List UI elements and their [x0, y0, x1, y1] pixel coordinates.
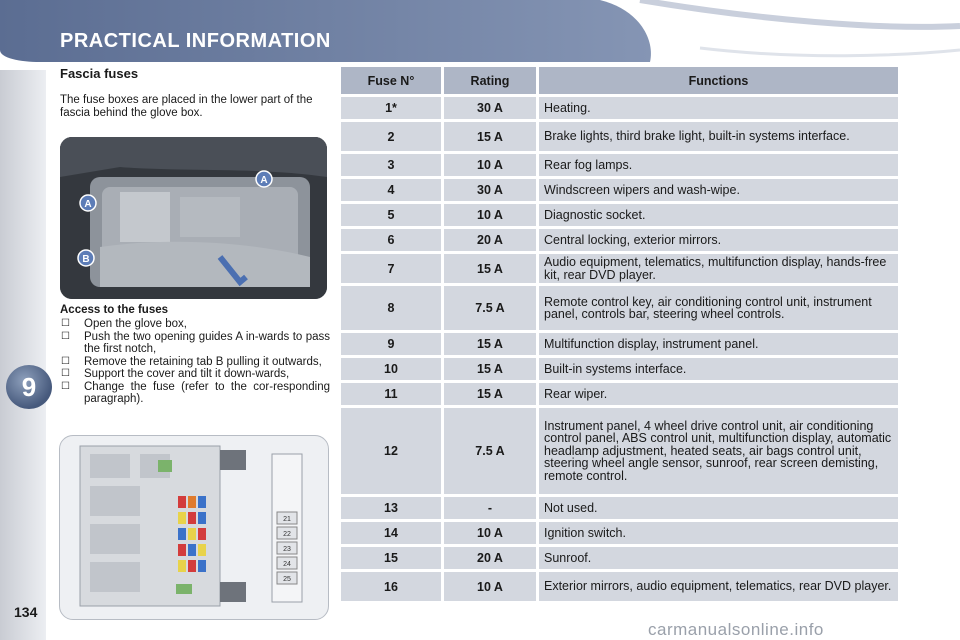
photo-label-a-right: A	[260, 175, 268, 186]
function-cell: Audio equipment, telematics, multifunction display, hands-free kit, rear DVD player.	[539, 254, 898, 283]
table-row	[341, 97, 901, 119]
fuse-layout-drawing	[60, 436, 328, 619]
watermark: carmanualsonline.info	[648, 620, 824, 639]
fuse-number-cell: 4	[341, 179, 441, 201]
diagram-label: 22	[283, 531, 291, 538]
header-fuse-no: Fuse N°	[341, 67, 441, 94]
section-title: Fascia fuses	[60, 66, 139, 81]
function-cell: Brake lights, third brake light, built-in systems interface.	[539, 122, 898, 151]
checkbox-bullet-icon: ☐	[61, 368, 70, 379]
table-row	[341, 358, 901, 380]
diagram-label: 24	[283, 561, 291, 568]
fuse-number-cell: 11	[341, 383, 441, 405]
table-row	[341, 333, 901, 355]
rating-cell: 10 A	[444, 572, 536, 601]
intro-text: The fuse boxes are placed in the lower part of the fascia behind the glove box.	[60, 94, 313, 119]
fuse-number-cell: 10	[341, 358, 441, 380]
table-row	[341, 122, 901, 151]
rating-cell: 15 A	[444, 333, 536, 355]
rating-cell: 7.5 A	[444, 286, 536, 330]
page-header	[0, 0, 960, 70]
function-cell: Rear wiper.	[539, 383, 898, 405]
page-title: PRACTICAL INFORMATION	[60, 30, 331, 52]
rating-cell: -	[444, 497, 536, 519]
table-row	[341, 154, 901, 176]
page-margin	[0, 70, 46, 640]
diagram-label: 23	[283, 546, 291, 553]
rating-cell: 30 A	[444, 179, 536, 201]
rating-cell: 30 A	[444, 97, 536, 119]
rating-cell: 15 A	[444, 383, 536, 405]
fuse-table	[341, 67, 901, 604]
step-item: ☐ Remove the retaining tab B pulling it outwards,	[61, 355, 322, 368]
function-cell: Remote control key, air conditioning control unit, instrument panel, controls bar, steering wheel controls.	[539, 286, 898, 330]
step-item: ☐ Open the glove box,	[61, 318, 187, 330]
rating-cell: 15 A	[444, 358, 536, 380]
fuse-number-cell: 8	[341, 286, 441, 330]
rating-cell: 20 A	[444, 229, 536, 251]
chapter-tab[interactable]: 9	[6, 365, 52, 409]
fuse-number-cell: 1*	[341, 97, 441, 119]
header-functions: Functions	[539, 67, 898, 94]
table-row	[341, 229, 901, 251]
table-row	[341, 408, 901, 494]
rating-cell: 10 A	[444, 522, 536, 544]
rating-cell: 15 A	[444, 254, 536, 283]
table-row	[341, 547, 901, 569]
table-row	[341, 179, 901, 201]
fuse-box-diagram	[59, 435, 329, 620]
table-row	[341, 383, 901, 405]
fuse-number-cell: 12	[341, 408, 441, 494]
step-item: ☐ Change the fuse (refer to the cor-responding paragraph).	[61, 380, 330, 405]
table-row	[341, 497, 901, 519]
table-row	[341, 572, 901, 601]
function-cell: Exterior mirrors, audio equipment, telematics, rear DVD player.	[539, 572, 898, 601]
function-cell: Multifunction display, instrument panel.	[539, 333, 898, 355]
function-cell: Ignition switch.	[539, 522, 898, 544]
table-row	[341, 286, 901, 330]
table-row	[341, 522, 901, 544]
diagram-label: 21	[283, 516, 291, 523]
fuse-number-cell: 14	[341, 522, 441, 544]
function-cell: Sunroof.	[539, 547, 898, 569]
glove-box-illustration	[60, 137, 327, 299]
rating-cell: 15 A	[444, 122, 536, 151]
function-cell: Diagnostic socket.	[539, 204, 898, 226]
glove-box-photo	[60, 137, 327, 299]
function-cell: Not used.	[539, 497, 898, 519]
function-cell: Heating.	[539, 97, 898, 119]
fuse-number-cell: 6	[341, 229, 441, 251]
fuse-number-cell: 16	[341, 572, 441, 601]
rating-cell: 7.5 A	[444, 408, 536, 494]
table-row	[341, 254, 901, 283]
fuse-number-cell: 3	[341, 154, 441, 176]
page-number: 134	[14, 604, 38, 620]
photo-label-b: B	[82, 254, 90, 265]
fuse-number-cell: 15	[341, 547, 441, 569]
rating-cell: 10 A	[444, 154, 536, 176]
function-cell: Built-in systems interface.	[539, 358, 898, 380]
rating-cell: 20 A	[444, 547, 536, 569]
fuse-number-cell: 7	[341, 254, 441, 283]
checkbox-bullet-icon: ☐	[61, 330, 70, 342]
header-rating: Rating	[444, 67, 536, 94]
diagram-label: 25	[283, 576, 291, 583]
checkbox-bullet-icon: ☐	[61, 355, 70, 367]
fuse-number-cell: 13	[341, 497, 441, 519]
fuse-number-cell: 5	[341, 204, 441, 226]
function-cell: Rear fog lamps.	[539, 154, 898, 176]
table-header	[341, 67, 901, 94]
function-cell: Windscreen wipers and wash-wipe.	[539, 179, 898, 201]
photo-label-a-left: A	[84, 199, 92, 210]
step-item: ☐ Push the two opening guides A in-wards to pass the first notch,	[61, 330, 330, 355]
table-row	[341, 204, 901, 226]
access-steps	[60, 318, 330, 406]
fuse-number-cell: 9	[341, 333, 441, 355]
function-cell: Central locking, exterior mirrors.	[539, 229, 898, 251]
access-title: Access to the fuses	[60, 304, 169, 316]
function-cell: Instrument panel, 4 wheel drive control unit, air conditioning control panel, ABS control unit, multifunction display, automatic headlamp adjustment, heated seats, air bags control unit, steering wheel angle sensor, sunroof, rear screen demisting, remote control.	[539, 408, 898, 494]
checkbox-bullet-icon: ☐	[61, 318, 70, 329]
step-item: ☐ Support the cover and tilt it down-wards,	[61, 368, 290, 380]
checkbox-bullet-icon: ☐	[61, 380, 70, 392]
fuse-number-cell: 2	[341, 122, 441, 151]
rating-cell: 10 A	[444, 204, 536, 226]
